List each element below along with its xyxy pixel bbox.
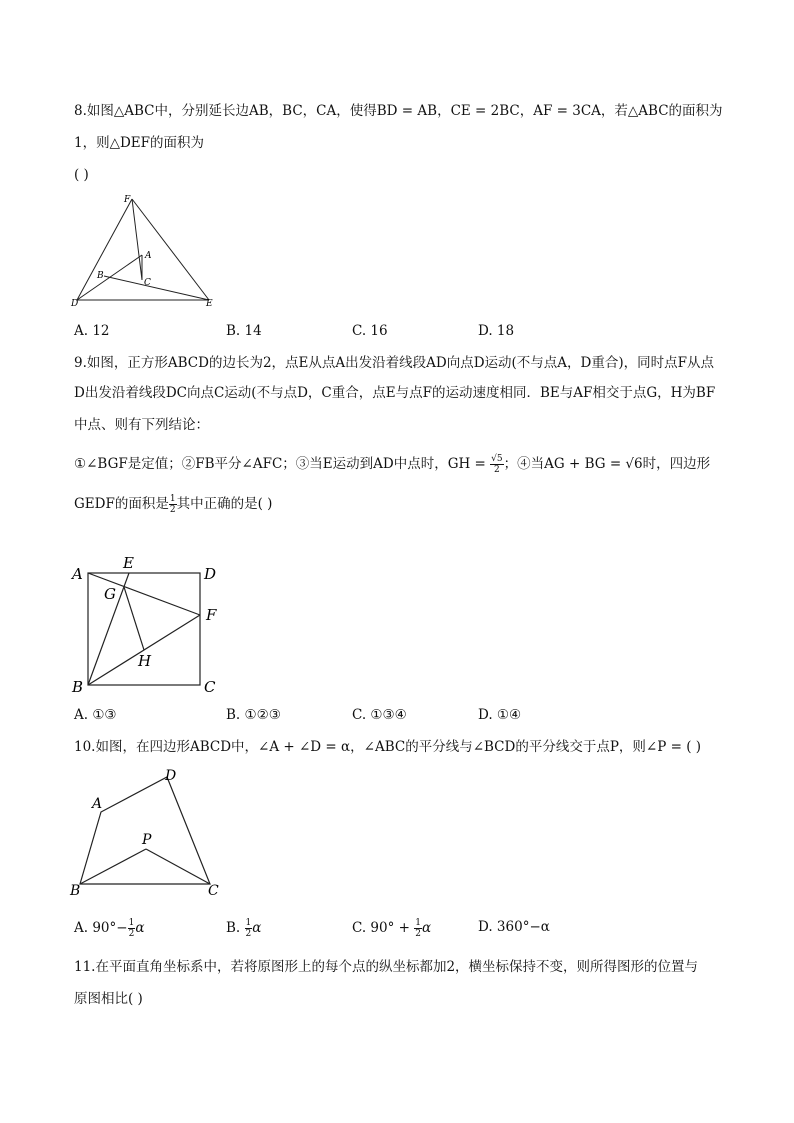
q9-option-a[interactable]: A. ①③ — [74, 707, 117, 723]
q10-b-prefix: B. — [226, 920, 241, 936]
q9-line4-part-b: ；④当AG + BG = — [503, 456, 626, 472]
q10-c-prefix: C. 90° + — [352, 920, 415, 936]
q10-label-C: C — [208, 883, 219, 899]
q9-option-b[interactable]: B. ①②③ — [226, 707, 281, 723]
q10-label-B: B — [70, 883, 81, 899]
q10-a-den: 2 — [128, 929, 135, 939]
q10-b-den: 2 — [245, 929, 252, 939]
q9-line4-part-c: 时，四边形 — [642, 456, 711, 472]
q10-label-A: A — [92, 796, 103, 812]
q9-text-line4 — [74, 454, 710, 475]
q11-text-line1: 11.在平面直角坐标系中，若将原图形上的每个点的纵坐标都加2，横坐标保持不变，则所得图形的位置与 — [74, 959, 699, 975]
q10-text-line1: 10.如图，在四边形ABCD中，∠A + ∠D = α，∠ABC的平分线与∠BCD的平分线交于点P，则∠P = ( ) — [74, 739, 702, 755]
q9-sqrt6: √6 — [625, 456, 643, 472]
q9-frac-den: 2 — [494, 465, 500, 475]
q8-label-E: E — [206, 299, 213, 309]
q9-line5-part-b: 其中正确的是( ) — [176, 496, 273, 512]
q9-option-c[interactable]: C. ①③④ — [352, 707, 407, 723]
q9-fraction-1-over-2 — [169, 494, 177, 515]
q10-option-b[interactable] — [226, 918, 261, 939]
q8-option-c[interactable]: C. 16 — [352, 323, 388, 339]
q9-label-C: C — [204, 678, 216, 696]
line-GH — [124, 587, 144, 650]
q10-a-num: 1 — [128, 918, 135, 928]
line-FD — [77, 199, 132, 300]
q10-c-var: α — [422, 920, 432, 936]
q8-label-D: D — [71, 299, 79, 309]
q9-option-d[interactable]: D. ①④ — [478, 707, 522, 723]
q9-line4-part-a: ①∠BGF是定值；②FB平分∠AFC；③当E运动到AD中点时，GH = — [74, 456, 491, 472]
q10-a-var: α — [135, 920, 145, 936]
line-FAC — [132, 199, 142, 280]
q9-label-B: B — [72, 678, 84, 696]
q8-option-d[interactable]: D. 18 — [478, 323, 515, 339]
q10-a-prefix: A. 90°− — [74, 920, 128, 936]
q10-option-d[interactable]: D. 360°−α — [478, 919, 550, 935]
q9-text-line2: D出发沿着线段DC向点C运动(不与点D，C重合，点E与点F的运动速度相同．BE与AF相交于点G，H为BF — [74, 385, 716, 401]
q8-option-a[interactable]: A. 12 — [74, 323, 110, 339]
q10-b-num: 1 — [245, 918, 252, 928]
q9-text-line5 — [74, 494, 272, 515]
q10-option-a[interactable] — [74, 918, 144, 939]
line-CP — [146, 849, 210, 884]
q9-label-D: D — [204, 565, 217, 583]
q8-text-line1: 8.如图△ABC中，分别延长边AB，BC，CA，使得BD = AB，CE = 2BC，AF = 3CA，若△ABC的面积为 — [74, 103, 723, 119]
q9-square-figure — [68, 552, 238, 698]
q9-text-line3: 中点、则有下列结论： — [74, 417, 209, 433]
q10-c-num: 1 — [415, 918, 421, 928]
q9-label-E: E — [123, 554, 134, 572]
q9-label-G: G — [104, 585, 116, 603]
q8-label-B: B — [97, 271, 104, 281]
q9-label-H: H — [138, 652, 152, 670]
q8-text-line2: 1，则△DEF的面积为 — [74, 135, 205, 151]
q10-label-P: P — [142, 832, 152, 848]
q8-paren: ( ) — [74, 167, 89, 183]
line-BP — [80, 849, 146, 884]
q11-text-line2: 原图相比( ) — [74, 991, 143, 1007]
q8-triangle-figure — [66, 190, 226, 310]
q10-c-fraction — [414, 918, 422, 939]
q9-l5-frac-den: 2 — [169, 505, 176, 515]
quad-ABCD — [80, 777, 210, 884]
q9-line5-part-a: GEDF的面积是 — [74, 496, 169, 512]
q9-label-A: A — [72, 565, 83, 583]
q8-label-F: F — [124, 195, 131, 205]
q10-label-D: D — [165, 768, 177, 784]
q10-option-c[interactable] — [352, 918, 431, 939]
q8-label-A: A — [145, 251, 152, 261]
q8-label-C: C — [144, 278, 151, 288]
q9-l5-frac-num: 1 — [169, 494, 176, 504]
q9-text-line1: 9.如图，正方形ABCD的边长为2，点E从点A出发沿着线段AD向点D运动(不与点A，D重合)，同时点F从点 — [74, 355, 715, 371]
q9-frac-num: √5 — [491, 454, 503, 464]
q10-b-var: α — [252, 920, 262, 936]
q9-label-F: F — [206, 606, 217, 624]
q10-c-den: 2 — [415, 929, 421, 939]
q8-option-b[interactable]: B. 14 — [226, 323, 262, 339]
q9-fraction-sqrt5-over-2 — [490, 454, 503, 475]
q10-quadrilateral-figure — [68, 764, 228, 900]
